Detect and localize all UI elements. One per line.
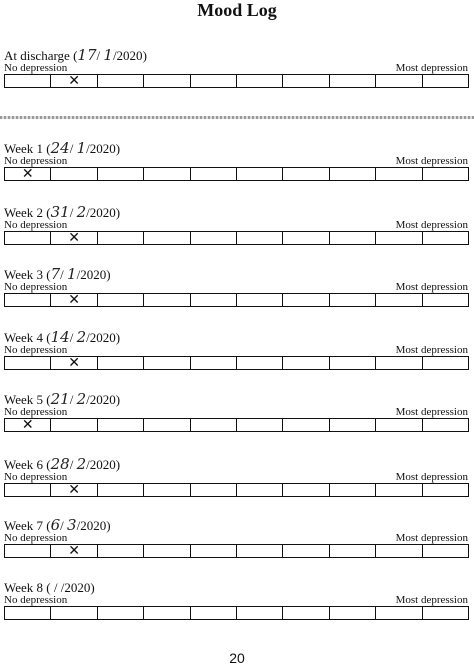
scale-box[interactable] bbox=[237, 607, 283, 619]
entry-day: 24 bbox=[50, 139, 70, 157]
scale-box[interactable] bbox=[5, 484, 51, 496]
scale-box[interactable] bbox=[376, 419, 422, 431]
entry-heading: Week 2 (31/ 2/2020) bbox=[4, 203, 121, 221]
scale-box[interactable] bbox=[5, 419, 51, 431]
entry-heading: Week 6 (28/ 2/2020) bbox=[4, 455, 121, 473]
scale-box[interactable] bbox=[330, 294, 376, 306]
scale-box[interactable] bbox=[237, 294, 283, 306]
entry-year: /2020 bbox=[86, 457, 116, 472]
mood-entry bbox=[0, 516, 474, 566]
scale-box[interactable] bbox=[144, 168, 190, 180]
scale-box[interactable] bbox=[423, 294, 468, 306]
no-depression-label: No depression bbox=[4, 594, 68, 606]
mood-entry bbox=[0, 203, 474, 253]
entry-day: 21 bbox=[50, 390, 70, 408]
scale-box[interactable] bbox=[283, 357, 329, 369]
mood-scale bbox=[4, 74, 469, 88]
most-depression-label: Most depression bbox=[395, 344, 468, 356]
entry-heading: Week 1 (24/ 1/2020) bbox=[4, 139, 121, 157]
entry-year: /2020 bbox=[86, 205, 116, 220]
entry-year: /2020 bbox=[86, 141, 116, 156]
scale-box[interactable] bbox=[330, 545, 376, 557]
mood-entry bbox=[0, 265, 474, 315]
scale-box[interactable] bbox=[376, 294, 422, 306]
entry-year: /2020 bbox=[76, 267, 107, 282]
entry-label: Week 8 bbox=[4, 580, 44, 595]
scale-box[interactable] bbox=[237, 419, 283, 431]
mood-entry bbox=[0, 328, 474, 378]
scale-box[interactable] bbox=[191, 419, 237, 431]
mood-entry bbox=[0, 578, 474, 628]
mood-entry bbox=[0, 390, 474, 440]
x-mark-icon: ✕ bbox=[68, 355, 80, 371]
scale-box[interactable] bbox=[423, 545, 468, 557]
mood-scale bbox=[4, 356, 469, 370]
scale-box[interactable] bbox=[237, 545, 283, 557]
scale-box[interactable] bbox=[5, 75, 51, 87]
x-mark-icon: ✕ bbox=[21, 417, 34, 433]
scale-box[interactable] bbox=[144, 484, 190, 496]
scale-box[interactable] bbox=[330, 168, 376, 180]
no-depression-label: No depression bbox=[4, 281, 68, 293]
no-depression-label: No depression bbox=[4, 344, 68, 356]
scale-box[interactable] bbox=[98, 232, 144, 244]
entry-heading: Week 8 ( / /2020) bbox=[4, 580, 95, 595]
scale-box[interactable] bbox=[330, 75, 376, 87]
scale-box[interactable] bbox=[51, 419, 97, 431]
entry-heading: Week 5 (21/ 2/2020) bbox=[4, 390, 121, 408]
entry-day: 7 bbox=[50, 265, 61, 283]
scale-box[interactable] bbox=[283, 607, 329, 619]
entry-heading: At discharge (17/ 1/2020) bbox=[4, 46, 147, 64]
scale-box[interactable] bbox=[283, 545, 329, 557]
mood-scale bbox=[4, 606, 469, 620]
mood-entry bbox=[0, 46, 474, 96]
entry-month: 1 bbox=[103, 46, 113, 64]
entry-heading: Week 7 (6/ 3/2020) bbox=[4, 516, 111, 534]
no-depression-label: No depression bbox=[4, 532, 68, 544]
scale-box[interactable] bbox=[98, 294, 144, 306]
x-mark-icon: ✕ bbox=[68, 292, 80, 308]
entry-month: 2 bbox=[76, 390, 87, 408]
scale-box[interactable] bbox=[144, 294, 190, 306]
scale-box[interactable] bbox=[51, 545, 97, 557]
scale-box[interactable] bbox=[191, 357, 237, 369]
entry-day: 31 bbox=[50, 203, 70, 221]
scale-box[interactable] bbox=[330, 607, 376, 619]
x-mark-icon: ✕ bbox=[21, 166, 34, 182]
scale-box[interactable] bbox=[51, 357, 97, 369]
entry-label: Week 6 bbox=[4, 457, 44, 472]
scale-box[interactable] bbox=[423, 607, 468, 619]
entry-day: 6 bbox=[50, 516, 61, 534]
scale-box[interactable] bbox=[51, 168, 97, 180]
scale-box[interactable] bbox=[237, 357, 283, 369]
scale-box[interactable] bbox=[376, 545, 422, 557]
scale-box[interactable] bbox=[5, 357, 51, 369]
no-depression-label: No depression bbox=[4, 471, 68, 483]
scale-box[interactable] bbox=[144, 545, 190, 557]
entry-label: Week 1 bbox=[4, 141, 44, 156]
scale-box[interactable] bbox=[98, 168, 144, 180]
entry-month: 2 bbox=[76, 328, 87, 346]
scale-box[interactable] bbox=[423, 232, 468, 244]
scale-box[interactable] bbox=[144, 357, 190, 369]
scale-box[interactable] bbox=[144, 419, 190, 431]
entry-month: 1 bbox=[76, 139, 87, 157]
scale-box[interactable] bbox=[5, 545, 51, 557]
entry-year: /2020 bbox=[112, 48, 143, 63]
mood-entry bbox=[0, 455, 474, 505]
scale-box[interactable] bbox=[330, 357, 376, 369]
scale-box[interactable] bbox=[376, 357, 422, 369]
scale-box[interactable] bbox=[5, 168, 51, 180]
scale-box[interactable] bbox=[237, 168, 283, 180]
scale-box[interactable] bbox=[376, 168, 422, 180]
scale-box[interactable] bbox=[98, 607, 144, 619]
scale-box[interactable] bbox=[144, 232, 190, 244]
scale-box[interactable] bbox=[5, 232, 51, 244]
scale-box[interactable] bbox=[191, 168, 237, 180]
x-mark-icon: ✕ bbox=[68, 543, 80, 559]
scale-box[interactable] bbox=[191, 607, 237, 619]
scale-box[interactable] bbox=[191, 232, 237, 244]
scale-box[interactable] bbox=[5, 294, 51, 306]
scale-box[interactable] bbox=[98, 419, 144, 431]
scale-box[interactable] bbox=[423, 484, 468, 496]
entry-month: 3 bbox=[67, 516, 77, 534]
scale-box[interactable] bbox=[330, 484, 376, 496]
mood-scale bbox=[4, 293, 469, 307]
page-title: Mood Log bbox=[197, 0, 277, 20]
entry-year: /2020 bbox=[76, 518, 107, 533]
scale-box[interactable] bbox=[98, 545, 144, 557]
entry-month: 2 bbox=[76, 455, 87, 473]
entry-month: 2 bbox=[76, 203, 87, 221]
most-depression-label: Most depression bbox=[395, 532, 468, 544]
x-mark-icon: ✕ bbox=[68, 482, 80, 498]
scale-box[interactable] bbox=[283, 419, 329, 431]
scale-box[interactable] bbox=[191, 545, 237, 557]
scale-box[interactable] bbox=[330, 232, 376, 244]
x-mark-icon: ✕ bbox=[68, 73, 80, 89]
scale-box[interactable] bbox=[376, 607, 422, 619]
scale-box[interactable] bbox=[330, 419, 376, 431]
most-depression-label: Most depression bbox=[395, 471, 468, 483]
entry-year: /2020 bbox=[86, 330, 116, 345]
scale-box[interactable] bbox=[51, 75, 97, 87]
most-depression-label: Most depression bbox=[395, 155, 468, 167]
mood-scale bbox=[4, 418, 469, 432]
entry-heading: Week 4 (14/ 2/2020) bbox=[4, 328, 121, 346]
most-depression-label: Most depression bbox=[395, 219, 468, 231]
entry-day: 17 bbox=[77, 46, 97, 64]
scale-box[interactable] bbox=[423, 357, 468, 369]
mood-scale bbox=[4, 483, 469, 497]
no-depression-label: No depression bbox=[4, 62, 68, 74]
mood-scale bbox=[4, 544, 469, 558]
scale-box[interactable] bbox=[51, 294, 97, 306]
scale-box[interactable] bbox=[283, 168, 329, 180]
entry-year: /2020 bbox=[86, 392, 116, 407]
mood-scale bbox=[4, 167, 469, 181]
scale-box[interactable] bbox=[51, 484, 97, 496]
scale-box[interactable] bbox=[191, 294, 237, 306]
most-depression-label: Most depression bbox=[395, 62, 468, 74]
scale-box[interactable] bbox=[423, 75, 468, 87]
entry-heading: Week 3 (7/ 1/2020) bbox=[4, 265, 111, 283]
no-depression-label: No depression bbox=[4, 155, 68, 167]
scale-box[interactable] bbox=[191, 484, 237, 496]
scale-box[interactable] bbox=[376, 75, 422, 87]
scale-box[interactable] bbox=[5, 607, 51, 619]
x-mark-icon: ✕ bbox=[68, 230, 80, 246]
no-depression-label: No depression bbox=[4, 406, 68, 418]
scale-box[interactable] bbox=[283, 294, 329, 306]
scale-box[interactable] bbox=[237, 75, 283, 87]
no-depression-label: No depression bbox=[4, 219, 68, 231]
entry-label: Week 4 bbox=[4, 330, 44, 345]
divider-line bbox=[0, 116, 474, 119]
most-depression-label: Most depression bbox=[395, 281, 468, 293]
scale-box[interactable] bbox=[98, 75, 144, 87]
scale-box[interactable] bbox=[144, 75, 190, 87]
scale-box[interactable] bbox=[98, 484, 144, 496]
scale-box[interactable] bbox=[423, 168, 468, 180]
scale-box[interactable] bbox=[237, 232, 283, 244]
scale-box[interactable] bbox=[376, 232, 422, 244]
entry-day: 28 bbox=[50, 455, 70, 473]
entry-label: Week 2 bbox=[4, 205, 44, 220]
scale-box[interactable] bbox=[51, 232, 97, 244]
scale-box[interactable] bbox=[283, 484, 329, 496]
scale-box[interactable] bbox=[423, 419, 468, 431]
scale-box[interactable] bbox=[237, 484, 283, 496]
scale-box[interactable] bbox=[51, 607, 97, 619]
scale-box[interactable] bbox=[283, 75, 329, 87]
entry-label: Week 5 bbox=[4, 392, 44, 407]
scale-box[interactable] bbox=[191, 75, 237, 87]
entry-label: Week 7 bbox=[4, 518, 44, 533]
most-depression-label: Most depression bbox=[395, 594, 468, 606]
scale-box[interactable] bbox=[144, 607, 190, 619]
page-number: 20 bbox=[229, 650, 245, 666]
entry-label: Week 3 bbox=[4, 267, 44, 282]
mood-entry bbox=[0, 139, 474, 189]
scale-box[interactable] bbox=[98, 357, 144, 369]
most-depression-label: Most depression bbox=[395, 406, 468, 418]
entry-month: 1 bbox=[67, 265, 77, 283]
entry-year: /2020 bbox=[60, 580, 91, 595]
scale-box[interactable] bbox=[376, 484, 422, 496]
mood-scale bbox=[4, 231, 469, 245]
entry-label: At discharge bbox=[4, 48, 70, 63]
entry-day: 14 bbox=[50, 328, 70, 346]
scale-box[interactable] bbox=[283, 232, 329, 244]
